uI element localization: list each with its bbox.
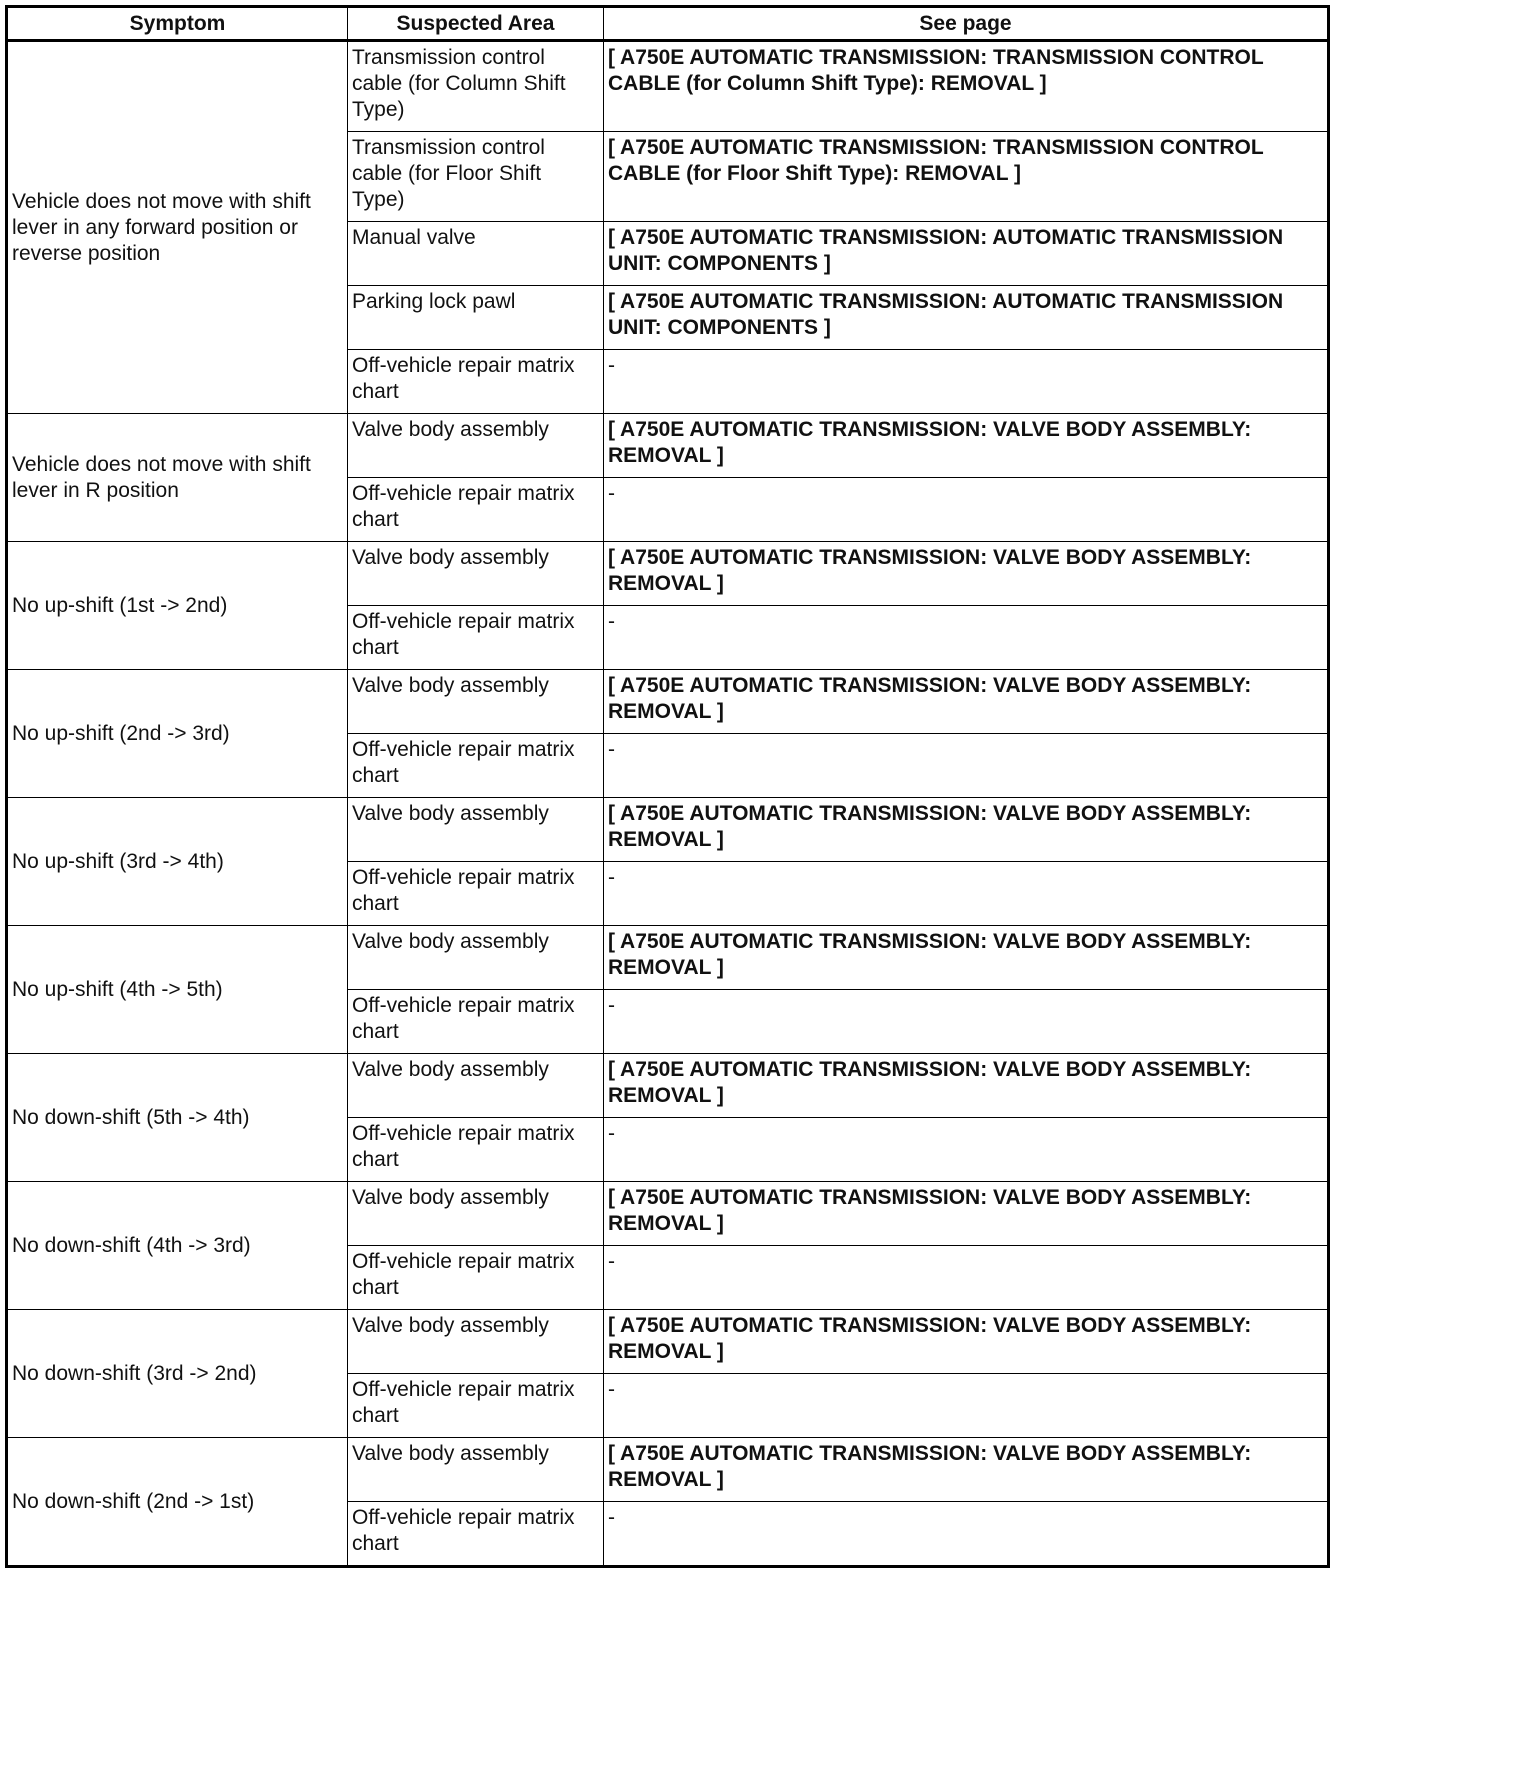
header-suspected-area: Suspected Area xyxy=(348,7,604,41)
symptom-cell: Vehicle does not move with shift lever in R position xyxy=(7,414,348,542)
see-page-link[interactable]: [ A750E AUTOMATIC TRANSMISSION: TRANSMISSION CONTROL CABLE (for Column Shift Type): REMOVAL ] xyxy=(604,41,1329,132)
see-page-link[interactable]: [ A750E AUTOMATIC TRANSMISSION: TRANSMISSION CONTROL CABLE (for Floor Shift Type): REMOVAL ] xyxy=(604,132,1329,222)
symptom-cell: No down-shift (2nd -> 1st) xyxy=(7,1438,348,1567)
table-row xyxy=(7,414,1329,478)
see-page-cell: - xyxy=(604,862,1329,926)
table-row xyxy=(7,670,1329,734)
table-row xyxy=(7,1054,1329,1118)
suspected-area-cell: Valve body assembly xyxy=(348,542,604,606)
symptom-cell: No down-shift (4th -> 3rd) xyxy=(7,1182,348,1310)
see-page-cell: - xyxy=(604,606,1329,670)
suspected-area-cell: Transmission control cable (for Column Shift Type) xyxy=(348,41,604,132)
suspected-area-cell: Valve body assembly xyxy=(348,1182,604,1246)
suspected-area-cell: Off-vehicle repair matrix chart xyxy=(348,478,604,542)
header-see-page: See page xyxy=(604,7,1329,41)
problem-symptoms-table xyxy=(5,5,1330,1568)
suspected-area-cell: Valve body assembly xyxy=(348,1310,604,1374)
table-row xyxy=(7,798,1329,862)
see-page-link[interactable]: [ A750E AUTOMATIC TRANSMISSION: VALVE BODY ASSEMBLY: REMOVAL ] xyxy=(604,1182,1329,1246)
see-page-cell: - xyxy=(604,350,1329,414)
see-page-cell: - xyxy=(604,734,1329,798)
table-row xyxy=(7,1438,1329,1502)
suspected-area-cell: Off-vehicle repair matrix chart xyxy=(348,1246,604,1310)
symptom-cell: No up-shift (2nd -> 3rd) xyxy=(7,670,348,798)
suspected-area-cell: Off-vehicle repair matrix chart xyxy=(348,1118,604,1182)
suspected-area-cell: Off-vehicle repair matrix chart xyxy=(348,734,604,798)
see-page-cell: - xyxy=(604,1246,1329,1310)
header-symptom: Symptom xyxy=(7,7,348,41)
table-row xyxy=(7,1182,1329,1246)
table-row xyxy=(7,1310,1329,1374)
suspected-area-cell: Parking lock pawl xyxy=(348,286,604,350)
suspected-area-cell: Valve body assembly xyxy=(348,414,604,478)
suspected-area-cell: Valve body assembly xyxy=(348,798,604,862)
table-row xyxy=(7,926,1329,990)
see-page-link[interactable]: [ A750E AUTOMATIC TRANSMISSION: VALVE BODY ASSEMBLY: REMOVAL ] xyxy=(604,1054,1329,1118)
symptom-cell: No down-shift (3rd -> 2nd) xyxy=(7,1310,348,1438)
see-page-link[interactable]: [ A750E AUTOMATIC TRANSMISSION: VALVE BODY ASSEMBLY: REMOVAL ] xyxy=(604,798,1329,862)
see-page-cell: - xyxy=(604,478,1329,542)
table-header-row xyxy=(7,7,1329,41)
suspected-area-cell: Off-vehicle repair matrix chart xyxy=(348,1502,604,1567)
see-page-link[interactable]: [ A750E AUTOMATIC TRANSMISSION: VALVE BODY ASSEMBLY: REMOVAL ] xyxy=(604,1438,1329,1502)
document-page xyxy=(5,5,1330,1568)
see-page-cell: - xyxy=(604,1118,1329,1182)
suspected-area-cell: Transmission control cable (for Floor Shift Type) xyxy=(348,132,604,222)
see-page-cell: - xyxy=(604,1502,1329,1567)
suspected-area-cell: Off-vehicle repair matrix chart xyxy=(348,990,604,1054)
see-page-cell: - xyxy=(604,990,1329,1054)
table-row xyxy=(7,542,1329,606)
symptom-cell: No up-shift (3rd -> 4th) xyxy=(7,798,348,926)
suspected-area-cell: Off-vehicle repair matrix chart xyxy=(348,1374,604,1438)
suspected-area-cell: Valve body assembly xyxy=(348,670,604,734)
see-page-link[interactable]: [ A750E AUTOMATIC TRANSMISSION: VALVE BODY ASSEMBLY: REMOVAL ] xyxy=(604,414,1329,478)
see-page-link[interactable]: [ A750E AUTOMATIC TRANSMISSION: VALVE BODY ASSEMBLY: REMOVAL ] xyxy=(604,542,1329,606)
see-page-link[interactable]: [ A750E AUTOMATIC TRANSMISSION: AUTOMATIC TRANSMISSION UNIT: COMPONENTS ] xyxy=(604,286,1329,350)
see-page-link[interactable]: [ A750E AUTOMATIC TRANSMISSION: VALVE BODY ASSEMBLY: REMOVAL ] xyxy=(604,1310,1329,1374)
suspected-area-cell: Manual valve xyxy=(348,222,604,286)
symptom-cell: No up-shift (4th -> 5th) xyxy=(7,926,348,1054)
suspected-area-cell: Valve body assembly xyxy=(348,926,604,990)
suspected-area-cell: Off-vehicle repair matrix chart xyxy=(348,350,604,414)
see-page-link[interactable]: [ A750E AUTOMATIC TRANSMISSION: VALVE BODY ASSEMBLY: REMOVAL ] xyxy=(604,670,1329,734)
suspected-area-cell: Valve body assembly xyxy=(348,1438,604,1502)
table-row xyxy=(7,41,1329,132)
symptom-cell: No down-shift (5th -> 4th) xyxy=(7,1054,348,1182)
suspected-area-cell: Off-vehicle repair matrix chart xyxy=(348,606,604,670)
see-page-link[interactable]: [ A750E AUTOMATIC TRANSMISSION: AUTOMATIC TRANSMISSION UNIT: COMPONENTS ] xyxy=(604,222,1329,286)
see-page-cell: - xyxy=(604,1374,1329,1438)
suspected-area-cell: Off-vehicle repair matrix chart xyxy=(348,862,604,926)
suspected-area-cell: Valve body assembly xyxy=(348,1054,604,1118)
symptom-cell: No up-shift (1st -> 2nd) xyxy=(7,542,348,670)
see-page-link[interactable]: [ A750E AUTOMATIC TRANSMISSION: VALVE BODY ASSEMBLY: REMOVAL ] xyxy=(604,926,1329,990)
symptom-cell: Vehicle does not move with shift lever in any forward position or reverse position xyxy=(7,41,348,414)
